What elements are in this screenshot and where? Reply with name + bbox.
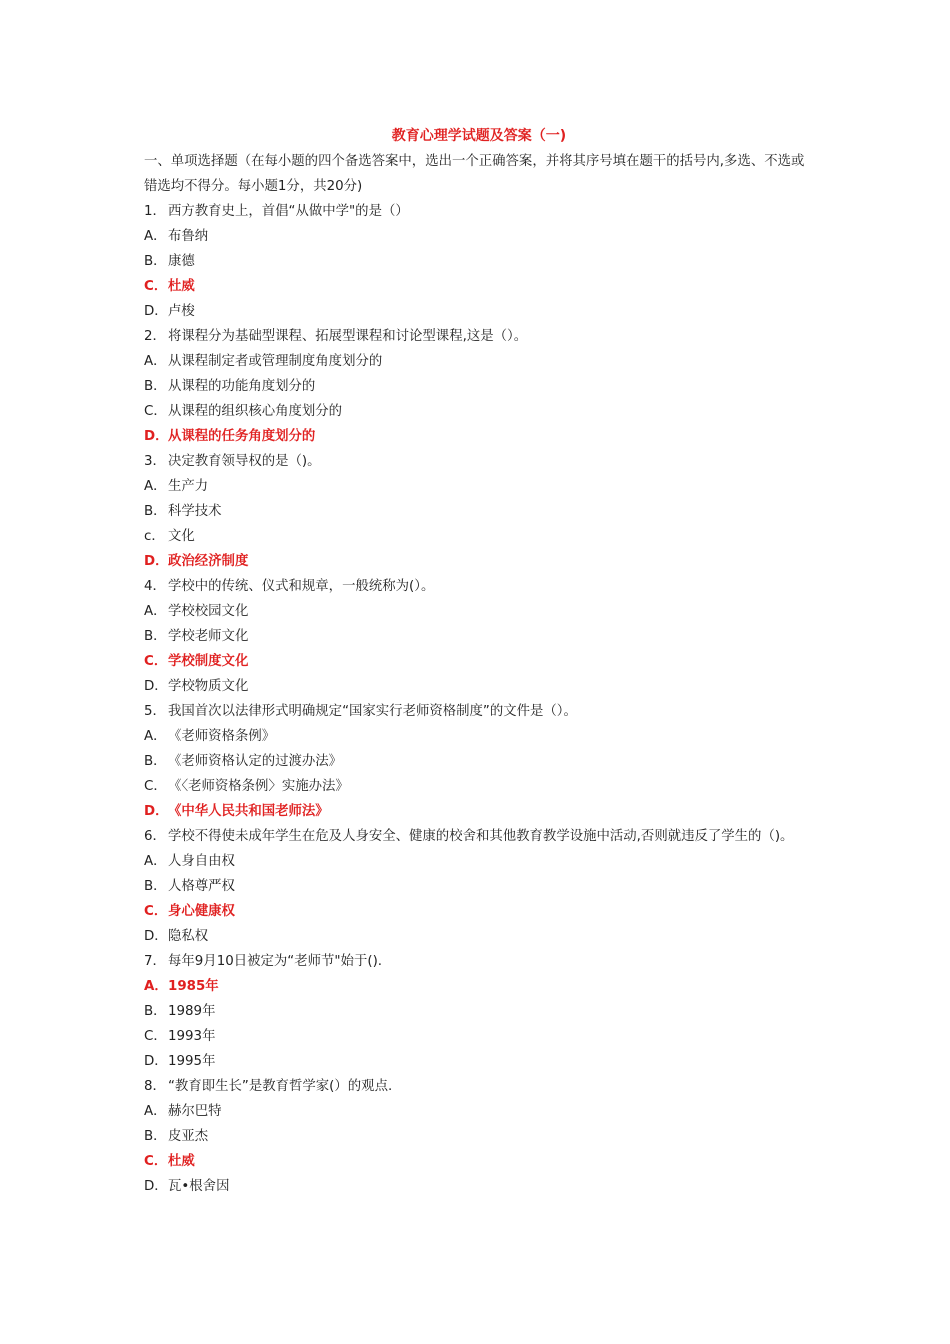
- option-text: 从课程的任务角度划分的: [168, 429, 316, 444]
- question-text: 我国首次以法律形式明确规定“国家实行老师资格制度”的文件是（）。: [168, 704, 577, 719]
- option-text: 科学技术: [168, 504, 222, 519]
- option-text: 布鲁纳: [168, 229, 209, 244]
- option-label: D．: [144, 804, 169, 819]
- question-stem: [144, 574, 814, 599]
- option-label: B．: [144, 379, 167, 394]
- answer-option: [144, 999, 814, 1024]
- question-text: 学校不得使未成年学生在危及人身安全、健康的校舍和其他教育教学设施中活动,否则就违反了学生的（)。: [168, 829, 794, 844]
- document-page: [144, 124, 814, 1199]
- option-text: 从课程制定者或管理制度角度划分的: [168, 354, 383, 369]
- option-label: B．: [144, 754, 167, 769]
- option-text: 人格尊严权: [168, 879, 235, 894]
- option-text: 人身自由权: [168, 854, 235, 869]
- answer-option: [144, 599, 814, 624]
- option-text: 生产力: [168, 479, 209, 494]
- answer-option-correct: [144, 899, 814, 924]
- answer-option-correct: [144, 274, 814, 299]
- document-title: 教育心理学试题及答案（一): [391, 128, 567, 144]
- option-label: A．: [144, 729, 167, 744]
- question-number: 8．: [144, 1079, 166, 1094]
- question-text: 学校中的传统、仪式和规章，一般统称为(）。: [168, 579, 435, 594]
- option-label: D．: [144, 679, 168, 694]
- option-label: B．: [144, 879, 167, 894]
- option-label: C．: [144, 404, 167, 419]
- option-text: 《老师资格认定的过渡办法》: [168, 754, 343, 769]
- answer-option-correct: [144, 1149, 814, 1174]
- answer-option: [144, 724, 814, 749]
- option-label: D．: [144, 554, 169, 569]
- option-label: C．: [144, 654, 168, 669]
- option-text: 杜威: [168, 1154, 195, 1169]
- option-text: 1993年: [168, 1029, 216, 1044]
- option-text: 1989年: [168, 1004, 216, 1019]
- option-label: B．: [144, 504, 167, 519]
- answer-option: [144, 1049, 814, 1074]
- answer-option: [144, 1024, 814, 1049]
- answer-option-correct: [144, 799, 814, 824]
- option-label: A．: [144, 854, 167, 869]
- option-label: B．: [144, 254, 167, 269]
- option-label: c．: [144, 529, 165, 544]
- option-text: 政治经济制度: [168, 554, 249, 569]
- option-label: D．: [144, 1054, 168, 1069]
- answer-option-correct: [144, 649, 814, 674]
- option-text: 学校校园文化: [168, 604, 249, 619]
- section-instructions: 一、单项选择题（在每小题的四个备选答案中，选出一个正确答案，并将其序号填在题干的括号内,多选、不选或错选均不得分。每小题1分，共20分): [144, 154, 805, 194]
- option-label: C．: [144, 279, 168, 294]
- answer-option: [144, 874, 814, 899]
- question-number: 4．: [144, 579, 166, 594]
- option-label: C．: [144, 779, 167, 794]
- answer-option: [144, 1099, 814, 1124]
- option-text: 隐私权: [168, 929, 209, 944]
- answer-option-correct: [144, 549, 814, 574]
- option-label: A．: [144, 229, 167, 244]
- answer-option-correct: [144, 974, 814, 999]
- option-label: B．: [144, 1004, 167, 1019]
- option-text: 康德: [168, 254, 195, 269]
- option-label: D．: [144, 304, 168, 319]
- option-label: A．: [144, 354, 167, 369]
- question-stem: [144, 324, 814, 349]
- question-text: 决定教育领导权的是（)。: [168, 454, 321, 469]
- question-text: 西方教育史上，首倡“从做中学"的是（）: [168, 204, 409, 219]
- option-text: 卢梭: [168, 304, 195, 319]
- answer-option: [144, 374, 814, 399]
- question-stem: [144, 1074, 814, 1099]
- option-label: D．: [144, 1179, 168, 1194]
- question-stem: [144, 949, 814, 974]
- option-text: 《〈老师资格条例〉实施办法》: [168, 779, 349, 794]
- answer-option-correct: [144, 424, 814, 449]
- option-label: C．: [144, 1154, 168, 1169]
- answer-option: [144, 299, 814, 324]
- option-label: A．: [144, 479, 167, 494]
- option-text: 学校制度文化: [168, 654, 249, 669]
- question-list: [144, 199, 814, 1199]
- question-stem: [144, 199, 814, 224]
- option-text: 《老师资格条例》: [168, 729, 276, 744]
- answer-option: [144, 1174, 814, 1199]
- option-text: 《中华人民共和国老师法》: [168, 804, 329, 819]
- option-label: B．: [144, 629, 167, 644]
- option-label: D．: [144, 929, 168, 944]
- answer-option: [144, 749, 814, 774]
- answer-option: [144, 674, 814, 699]
- option-text: 身心健康权: [168, 904, 235, 919]
- option-text: 杜威: [168, 279, 195, 294]
- option-label: A．: [144, 1104, 167, 1119]
- option-text: 学校物质文化: [168, 679, 249, 694]
- option-label: B．: [144, 1129, 167, 1144]
- question-text: “教育即生长”是教育哲学家(）的观点.: [168, 1079, 393, 1094]
- question-stem: [144, 824, 814, 849]
- option-text: 1985年: [168, 979, 219, 994]
- option-text: 文化: [168, 529, 195, 544]
- answer-option: [144, 249, 814, 274]
- option-text: 1995年: [168, 1054, 216, 1069]
- question-text: 每年9月10日被定为“老师节"始于().: [168, 954, 383, 969]
- answer-option: [144, 399, 814, 424]
- answer-option: [144, 1124, 814, 1149]
- option-text: 从课程的组织核心角度划分的: [168, 404, 343, 419]
- answer-option: [144, 849, 814, 874]
- option-label: C．: [144, 1029, 167, 1044]
- option-text: 皮亚杰: [168, 1129, 209, 1144]
- answer-option: [144, 524, 814, 549]
- option-text: 从课程的功能角度划分的: [168, 379, 316, 394]
- question-number: 5．: [144, 704, 166, 719]
- option-text: 瓦•根舍因: [168, 1179, 230, 1194]
- option-label: D．: [144, 429, 169, 444]
- option-label: A．: [144, 979, 168, 994]
- question-text: 将课程分为基础型课程、拓展型课程和讨论型课程,这是（）。: [168, 329, 528, 344]
- question-number: 2．: [144, 329, 166, 344]
- option-text: 赫尔巴特: [168, 1104, 222, 1119]
- answer-option: [144, 474, 814, 499]
- answer-option: [144, 349, 814, 374]
- option-text: 学校老师文化: [168, 629, 249, 644]
- answer-option: [144, 924, 814, 949]
- answer-option: [144, 774, 814, 799]
- question-number: 7．: [144, 954, 166, 969]
- option-label: C．: [144, 904, 168, 919]
- question-number: 1．: [144, 204, 166, 219]
- question-number: 6．: [144, 829, 166, 844]
- option-label: A．: [144, 604, 167, 619]
- answer-option: [144, 624, 814, 649]
- question-stem: [144, 449, 814, 474]
- answer-option: [144, 224, 814, 249]
- question-number: 3．: [144, 454, 166, 469]
- question-stem: [144, 699, 814, 724]
- answer-option: [144, 499, 814, 524]
